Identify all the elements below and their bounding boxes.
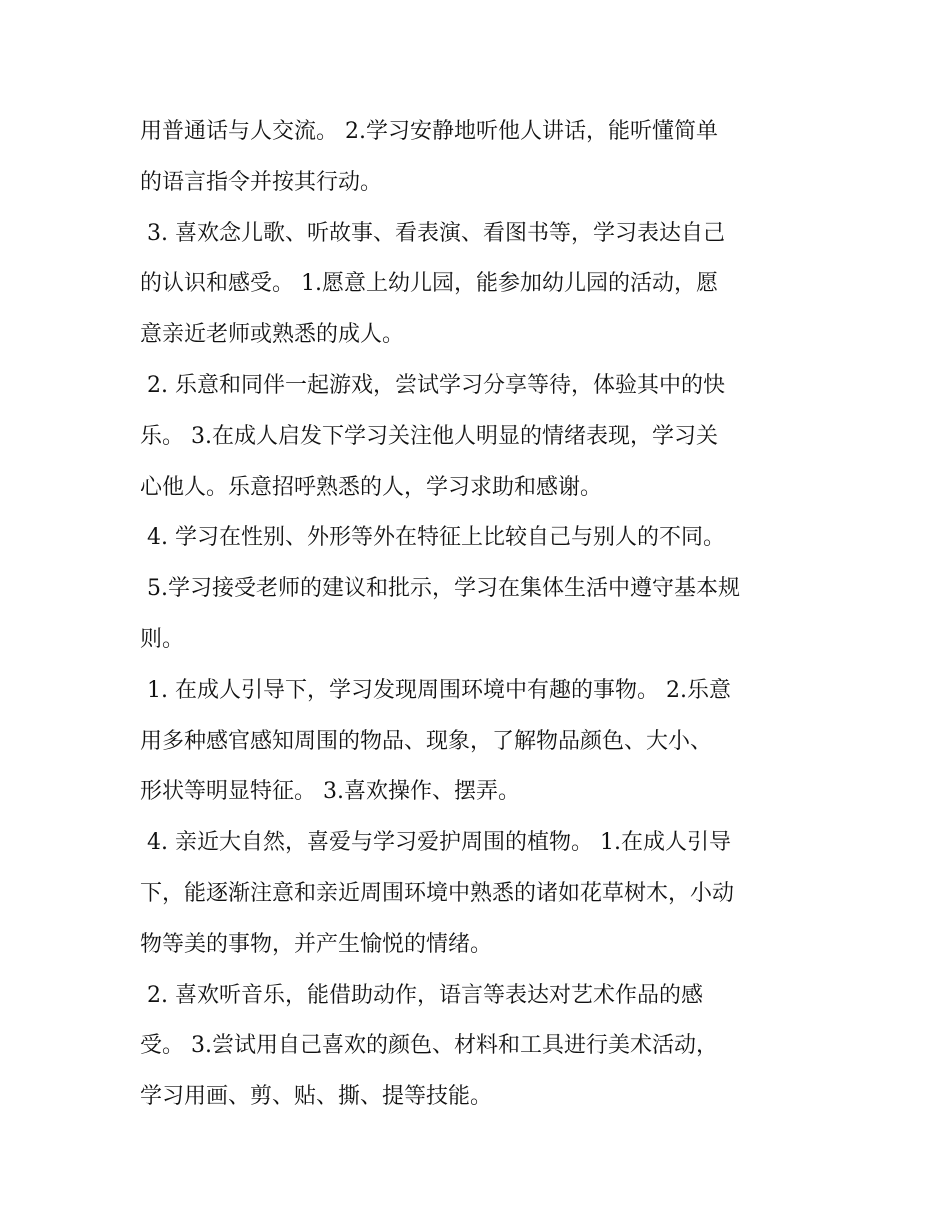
text-line: 2. 乐意和同伴一起游戏，尝试学习分享等待，体验其中的快 (140, 372, 725, 398)
body-text (140, 107, 830, 1123)
text-line: 的语言指令并按其行动。 (140, 169, 383, 195)
text-line: 下，能逐渐注意和亲近周围环境中熟悉的诸如花草树木，小动 (140, 880, 735, 906)
text-line: 受。 3.尝试用自己喜欢的颜色、材料和工具进行美术活动， (140, 1033, 718, 1059)
text-line: 则。 (140, 626, 185, 652)
text-line: 形状等明显特征。 3.喜欢操作、摆弄。 (140, 779, 520, 805)
text-line: 1. 在成人引导下，学习发现周围环境中有趣的事物。 2.乐意 (140, 677, 731, 703)
text-line: 乐。 3.在成人启发下学习关注他人明显的情绪表现，学习关 (140, 423, 718, 449)
text-line: 4. 亲近大自然，喜爱与学习爱护周围的植物。 1.在成人引导 (140, 830, 731, 856)
text-line: 5.学习接受老师的建议和批示，学习在集体生活中遵守基本规 (140, 576, 740, 602)
text-line: 物等美的事物，并产生愉悦的情绪。 (140, 931, 493, 957)
text-line: 2. 喜欢听音乐，能借助动作，语言等表达对艺术作品的感 (140, 982, 703, 1008)
text-line: 心他人。乐意招呼熟悉的人，学习求助和感谢。 (140, 474, 603, 500)
text-line: 学习用画、剪、贴、撕、提等技能。 (140, 1084, 493, 1110)
text-line: 意亲近老师或熟悉的成人。 (140, 322, 405, 348)
text-line: 用普通话与人交流。 2.学习安静地听他人讲话，能听懂简单 (140, 119, 718, 144)
text-line: 用多种感官感知周围的物品、现象，了解物品颜色、大小、 (140, 728, 713, 754)
text-line: 的认识和感受。 1.愿意上幼儿园，能参加幼儿园的活动，愿 (140, 271, 718, 297)
text-line: 3. 喜欢念儿歌、听故事、看表演、看图书等，学习表达自己 (140, 220, 725, 246)
text-line: 4. 学习在性别、外形等外在特征上比较自己与别人的不同。 (140, 525, 725, 551)
